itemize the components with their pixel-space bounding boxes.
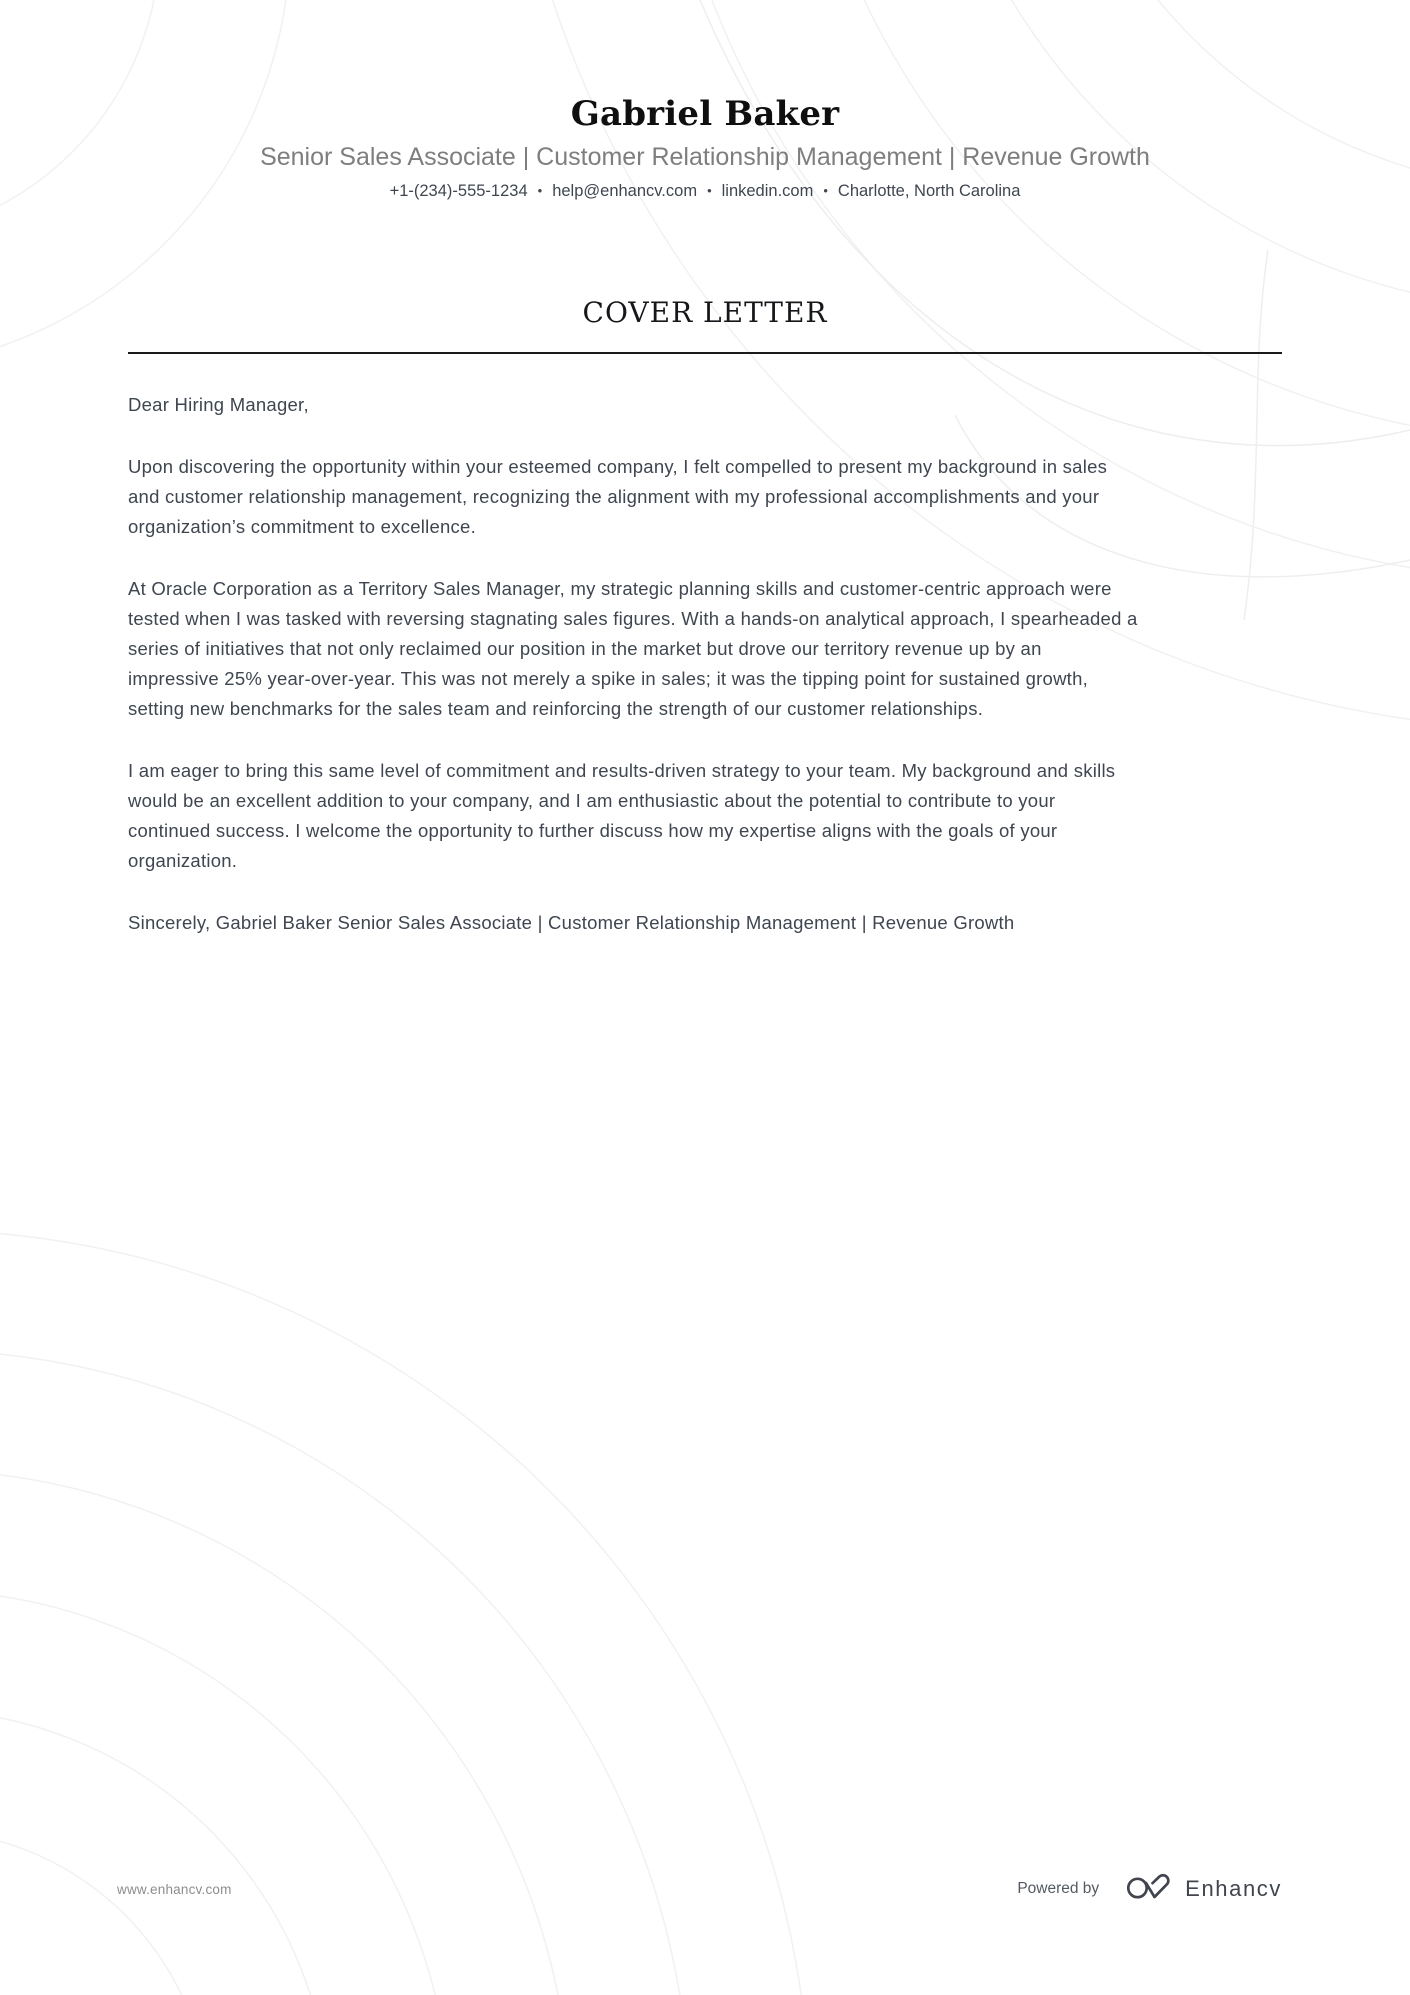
paragraph-line: would be an excellent addition to your company, and I am enthusiastic about the potential to contribute to your bbox=[128, 790, 1056, 811]
salutation: Dear Hiring Manager, bbox=[128, 394, 309, 415]
enhancv-wordmark: Enhancv bbox=[1185, 1876, 1282, 1901]
document-header bbox=[0, 92, 1410, 202]
contact-bar bbox=[0, 180, 1410, 202]
bullet-separator-icon: • bbox=[707, 183, 712, 198]
contact-email: help@enhancv.com bbox=[552, 182, 698, 200]
paragraph-line: setting new benchmarks for the sales team and reinforcing the strength of our customer relationships. bbox=[128, 698, 984, 719]
closing-line: Sincerely, Gabriel Baker Senior Sales Associate | Customer Relationship Management | Revenue Growth bbox=[128, 912, 1015, 933]
paragraph-line: tested when I was tasked with reversing stagnating sales figures. With a hands-on analytical approach, I spearheaded a bbox=[128, 608, 1138, 629]
footer-website: www.enhancv.com bbox=[117, 1882, 232, 1897]
paragraph-line: Upon discovering the opportunity within your esteemed company, I felt compelled to present my background in sales bbox=[128, 456, 1108, 477]
contact-location: Charlotte, North Carolina bbox=[837, 182, 1021, 200]
section-heading: COVER LETTER bbox=[582, 296, 828, 329]
paragraph-line: At Oracle Corporation as a Territory Sales Manager, my strategic planning skills and customer-centric approach were bbox=[128, 578, 1112, 599]
contact-website: linkedin.com bbox=[721, 182, 814, 200]
bullet-separator-icon: • bbox=[537, 183, 543, 198]
paragraph-1 bbox=[128, 452, 1288, 542]
paragraph-line: and customer relationship management, recognizing the alignment with my professional accomplishments and your bbox=[128, 486, 1100, 507]
paragraph-line: organization’s commitment to excellence. bbox=[128, 516, 476, 537]
powered-by-block bbox=[1017, 1872, 1282, 1906]
candidate-name: Gabriel Baker bbox=[570, 94, 840, 134]
heading-rule bbox=[128, 352, 1282, 354]
paragraph-2 bbox=[128, 574, 1288, 724]
candidate-title: Senior Sales Associate | Customer Relationship Management | Revenue Growth bbox=[260, 143, 1150, 171]
bullet-separator-icon: • bbox=[823, 183, 828, 198]
contact-phone: +1-(234)-555-1234 bbox=[389, 182, 528, 200]
paragraph-line: series of initiatives that not only reclaimed our position in the market but drove our territory revenue up by an bbox=[128, 638, 1042, 659]
paragraph-line: organization. bbox=[128, 850, 238, 871]
paragraph-line: I am eager to bring this same level of commitment and results-driven strategy to your team. My background and skills bbox=[128, 760, 1116, 781]
powered-by-label: Powered by bbox=[1017, 1880, 1100, 1897]
paragraph-3 bbox=[128, 756, 1288, 876]
paragraph-line: continued success. I welcome the opportunity to further discuss how my expertise aligns with the goals of your bbox=[128, 820, 1058, 841]
enhancv-logo-icon bbox=[1125, 1872, 1173, 1906]
letter-body bbox=[128, 390, 1288, 938]
paragraph-line: impressive 25% year-over-year. This was not merely a spike in sales; it was the tipping point for sustained growth, bbox=[128, 668, 1089, 689]
